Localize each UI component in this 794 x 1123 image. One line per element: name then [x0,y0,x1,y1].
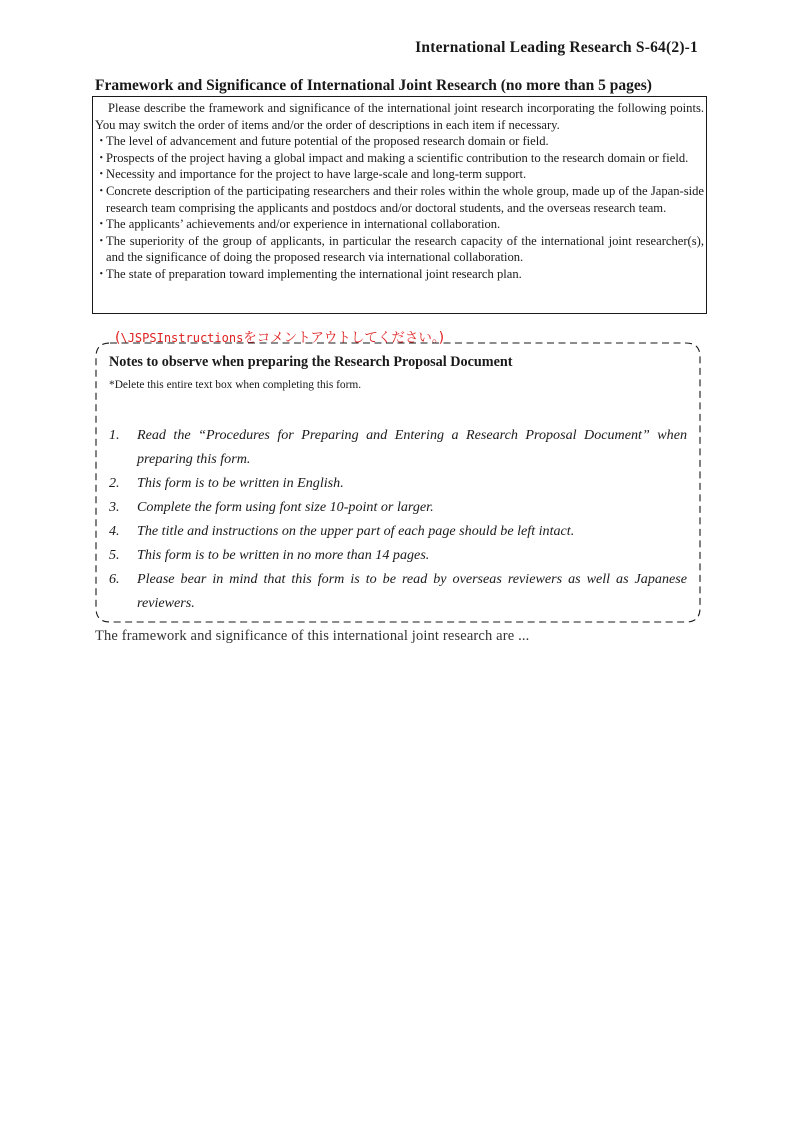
instruction-item: ・ The applicants’ achievements and/or experience in international collaboration. [95,217,501,232]
bullet-icon: ・ [95,134,108,149]
bullet-icon: ・ [95,167,108,182]
jsps-command: \JSPSInstructions [120,331,244,345]
jsps-open-paren: ( [115,330,121,346]
bullet-icon: ・ [95,233,108,248]
note-number: 6. [109,571,120,587]
note-number: 2. [109,475,120,491]
notes-title: Notes to observe when preparing the Research Proposal Document [109,354,513,370]
note-item: 4. The title and instructions on the upper part of each page should be left intact. [109,519,687,543]
note-item: 5. This form is to be written in no more than 14 pages. [109,543,687,567]
note-number: 3. [109,499,120,515]
note-item: 2. This form is to be written in English. [109,471,687,495]
instruction-item: ・ The level of advancement and future potential of the proposed research domain or field. [95,134,549,149]
jsps-close-paren: ) [438,330,445,346]
instructions-box [92,96,707,314]
note-item: 6. Please bear in mind that this form is to be read by overseas reviewers as well as Japanese reviewers. [109,567,687,615]
page-header-code: International Leading Research S-64(2)-1 [415,39,698,56]
instructions-list [95,133,704,282]
instructions-intro: Please describe the framework and significance of the international joint research incorporating the following points. You may switch the order of items and/or the order of descriptions in each item if necessary. [95,101,704,132]
bullet-icon: ・ [95,266,108,281]
instruction-item: ・ The state of preparation toward implementing the international joint research plan. [95,266,522,281]
bullet-icon: ・ [95,217,108,232]
note-number: 5. [109,547,120,563]
bullet-icon: ・ [95,150,108,165]
body-text[interactable]: The framework and significance of this international joint research are ... [95,628,530,644]
notes-list [109,423,687,615]
instruction-item: ・ Concrete description of the participating researchers and their roles within the whole group, made up of the Japan-side research team comprising the applicants and postdocs and/or doctoral students, and the overseas research team. [95,183,704,215]
section-title: Framework and Significance of International Joint Research (no more than 5 pages) [95,77,652,94]
note-number: 1. [109,427,120,443]
bullet-icon: ・ [95,183,108,198]
instruction-item: ・ Prospects of the project having a global impact and making a scientific contribution to the research domain or field. [95,150,689,165]
instruction-item: ・ The superiority of the group of applicants, in particular the research capacity of the international joint researcher(s), and the significance of doing the proposed research via international collaboration. [95,233,704,265]
jsps-note-text: をコメントアウトしてください。 [243,330,439,345]
instruction-item: ・ Necessity and importance for the project to have large-scale and long-term support. [95,167,527,182]
notes-subtitle: *Delete this entire text box when completing this form. [109,379,362,391]
note-number: 4. [109,523,120,539]
note-item: 3. Complete the form using font size 10-point or larger. [109,495,687,519]
note-item: 1. Read the “Procedures for Preparing and Entering a Research Proposal Document” when preparing this form. [109,423,687,471]
